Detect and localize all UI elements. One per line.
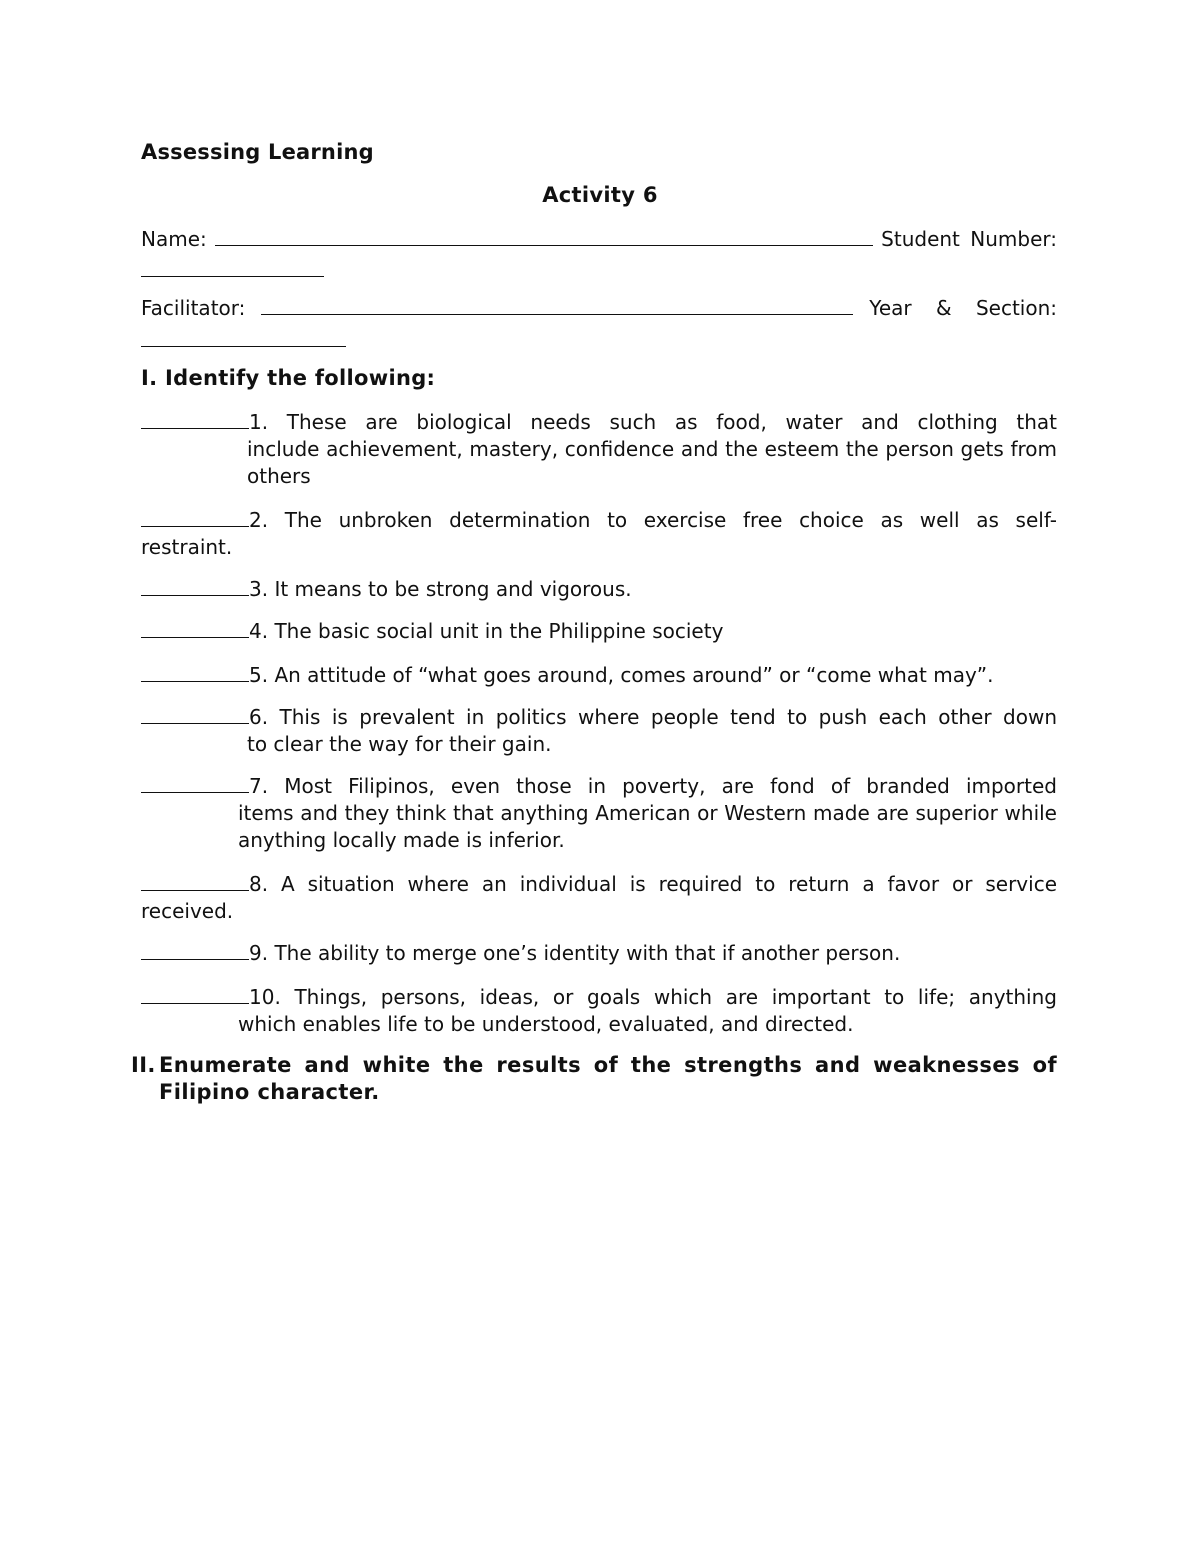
student-number-label: Student Number: [881, 227, 1057, 251]
student-number-field[interactable] [141, 275, 324, 277]
list-item [141, 772, 1057, 854]
item-continuation: received. [141, 899, 234, 923]
answer-blank[interactable] [141, 772, 249, 793]
item-text: 3. It means to be strong and vigorous. [249, 577, 632, 601]
item-text: 4. The basic social unit in the Philippine society [249, 619, 724, 643]
item-text: 8. A situation where an individual is required to return a favor or service [249, 872, 1057, 896]
answer-blank[interactable] [141, 408, 249, 429]
facilitator-label: Facilitator: [141, 296, 246, 320]
item-text: 2. The unbroken determination to exercise free choice as well as self- [249, 508, 1057, 532]
name-field[interactable] [215, 227, 873, 246]
list-item [141, 575, 1057, 603]
list-item [141, 703, 1057, 758]
activity-title: Activity 6 [542, 183, 658, 207]
list-item [141, 617, 1057, 645]
answer-blank[interactable] [141, 617, 249, 638]
answer-blank[interactable] [141, 506, 249, 527]
year-section-label: Year & Section: [869, 296, 1057, 320]
item-continuation: restraint. [141, 535, 233, 559]
list-item [141, 939, 1057, 967]
answer-blank[interactable] [141, 703, 249, 724]
item-text: 10. Things, persons, ideas, or goals which are important to life; anything [249, 985, 1057, 1009]
item-continuation: items and they think that anything American or Western made are superior while anything locally made is inferior. [238, 801, 1057, 852]
list-item [141, 983, 1057, 1038]
list-item [141, 870, 1057, 925]
list-item [141, 661, 1057, 689]
answer-blank[interactable] [141, 661, 249, 682]
facilitator-row [141, 296, 1057, 320]
name-label: Name: [141, 227, 207, 251]
year-section-field[interactable] [141, 345, 346, 347]
part2-text: Enumerate and white the results of the strengths and weaknesses of Filipino character. [159, 1053, 1057, 1104]
name-row [141, 227, 1057, 251]
item-continuation: to clear the way for their gain. [247, 732, 552, 756]
item-text: 6. This is prevalent in politics where people tend to push each other down [249, 705, 1057, 729]
item-text: 7. Most Filipinos, even those in poverty, are fond of branded imported [249, 774, 1057, 798]
answer-blank[interactable] [141, 575, 249, 596]
item-text: 1. These are biological needs such as food, water and clothing that [249, 410, 1057, 434]
item-text: 9. The ability to merge one’s identity with that if another person. [249, 941, 901, 965]
section-heading: Assessing Learning [141, 140, 374, 164]
answer-blank[interactable] [141, 939, 249, 960]
list-item [141, 506, 1057, 561]
facilitator-field[interactable] [261, 296, 853, 315]
part2-number: II. [131, 1053, 156, 1077]
part1-heading: I. Identify the following: [141, 366, 436, 390]
item-continuation: which enables life to be understood, evaluated, and directed. [238, 1012, 854, 1036]
item-continuation: include achievement, mastery, confidence and the esteem the person gets from others [247, 437, 1057, 488]
part2-heading [131, 1052, 1057, 1106]
answer-blank[interactable] [141, 983, 249, 1004]
answer-blank[interactable] [141, 870, 249, 891]
list-item [141, 408, 1057, 490]
item-text: 5. An attitude of “what goes around, comes around” or “come what may”. [249, 663, 994, 687]
